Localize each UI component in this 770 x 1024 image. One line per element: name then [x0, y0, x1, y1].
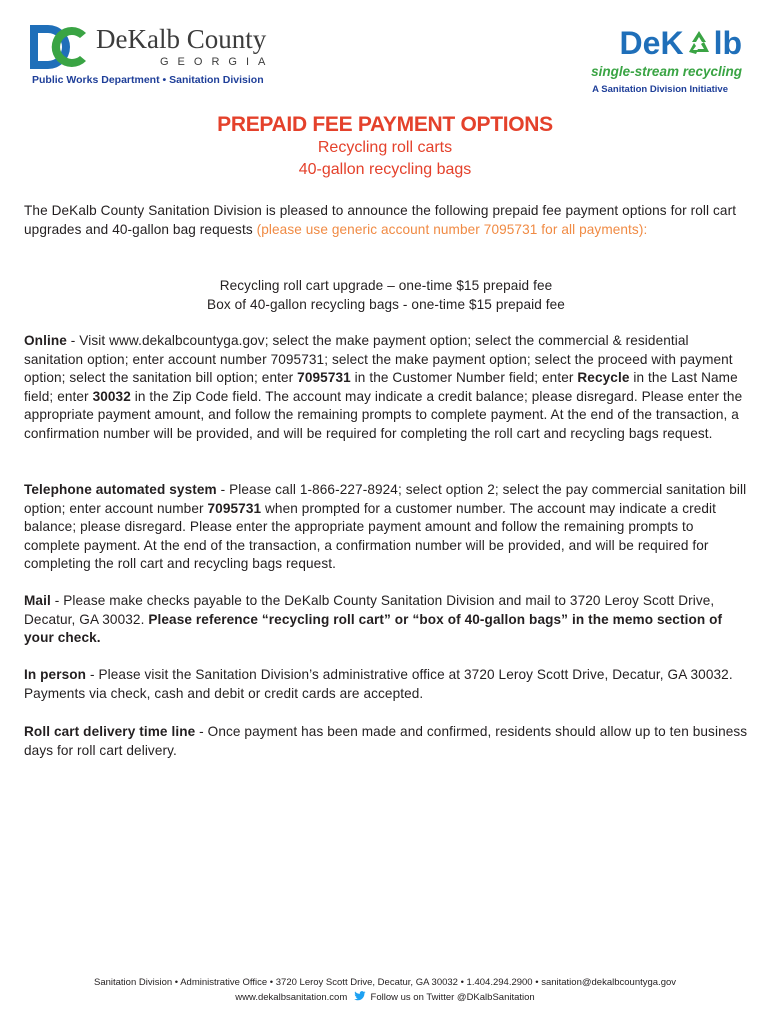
fee-roll-cart: Recycling roll cart upgrade – one-time $15 prepaid fee — [219, 278, 553, 293]
online-zip: 30032 — [92, 388, 131, 404]
county-name: DeKalb County — [96, 24, 267, 54]
online-label: Online — [24, 333, 67, 348]
footer-contact: Sanitation Division • Administrative Office • 3720 Leroy Scott Drive, Decatur, GA 30032 • 1.404.294.2900 • sanitation@dekalbcountyga.gov — [93, 977, 677, 988]
intro-note: (please use generic account number 7095731 for all payments): — [256, 221, 648, 237]
online-text-2: in the Customer Number field; enter — [350, 370, 578, 386]
brand-text-lb: lb — [713, 25, 742, 61]
delivery-label: Roll cart delivery time line — [24, 724, 196, 739]
in-person-section — [24, 666, 748, 703]
fee-bags: Box of 40-gallon recycling bags - one-time $15 prepaid fee — [207, 296, 565, 312]
page-title: PREPAID FEE PAYMENT OPTIONS — [217, 113, 553, 136]
intro-text: The DeKalb County Sanitation Division is pleased to announce the following prepaid fee payment options for roll cart upgrades and 40-gallon bag requests — [24, 203, 737, 237]
recycle-icon — [684, 28, 714, 58]
dekalb-recycling-logo — [562, 22, 742, 106]
in-person-text: - Please visit the Sanitation Division’s administrative office at 3720 Leroy Scott Drive, Decatur, GA 30032. Payments via check, cash and debit or credit cards are accepted. — [24, 667, 733, 701]
delivery-text: - Once payment has been made and confirmed, residents should allow up to ten business days for roll cart delivery. — [24, 724, 748, 758]
telephone-section — [24, 481, 748, 574]
department-line: Public Works Department • Sanitation Division — [32, 74, 264, 86]
online-account-number: 7095731 — [297, 370, 351, 386]
online-section — [24, 332, 748, 444]
fee-list — [24, 277, 748, 314]
telephone-label: Telephone automated system — [24, 482, 217, 497]
delivery-section — [24, 723, 748, 760]
online-text-4: in the Zip Code field. The account may indicate a credit balance; please disregard. Please enter the appropriate payment amount, and follow the remaining prompts to complete payment. At the end of the transaction, a confirmation number will be provided, and will be required for completing the roll cart and recycling bags request. — [24, 388, 743, 441]
mail-text-1: - Please make checks payable to the DeKalb County Sanitation Division and mail to 3720 Leroy Scott Drive, Decatur, GA 30032. — [24, 593, 715, 627]
online-text-1: - Visit www.dekalbcountyga.gov; select the make payment option; select the commercial & residential sanitation option; enter account number 7095731; select the make payment option; select the proceed with payment option; select the sanitation bill option; enter — [24, 333, 733, 386]
brand-text-de: DeK — [619, 25, 684, 61]
dekalb-county-logo — [28, 22, 288, 88]
intro-paragraph — [24, 202, 748, 239]
state-name: GEORGIA — [160, 56, 275, 68]
telephone-text-1: - Please call 1-866-227-8924; select option 2; select the pay commercial sanitation bill option; enter account number — [24, 482, 747, 516]
subtitle-roll-carts: Recycling roll carts — [317, 139, 453, 156]
telephone-text-2: when prompted for a customer number. The account may indicate a credit balance; please disregard. Please enter the appropriate payment amount and follow the remaining prompts to complete payment. At the end of the transaction, a confirmation number will be provided, and will be required for completing the roll cart and recycling bags request. — [24, 500, 717, 572]
mail-memo-note: Please reference “recycling roll cart” or “box of 40-gallon bags” in the memo section of your check. — [24, 611, 723, 646]
footer-website[interactable]: www.dekalbsanitation.com — [235, 992, 348, 1003]
initiative-line: A Sanitation Division Initiative — [592, 84, 728, 95]
dc-logo-icon — [28, 22, 90, 72]
brand-wordmark — [620, 26, 742, 60]
tagline: single-stream recycling — [591, 64, 742, 79]
subtitle-bags: 40-gallon recycling bags — [298, 161, 472, 178]
mail-section — [24, 592, 748, 648]
footer-twitter[interactable]: Follow us on Twitter @DKalbSanitation — [370, 992, 535, 1003]
twitter-bird-icon — [354, 991, 366, 1001]
footer-links — [0, 991, 770, 1003]
online-text-3: in the Last Name field; enter — [24, 370, 738, 404]
telephone-account-number: 7095731 — [207, 500, 262, 516]
in-person-label: In person — [24, 667, 87, 682]
online-last-name: Recycle — [577, 370, 630, 386]
mail-label: Mail — [24, 593, 51, 608]
